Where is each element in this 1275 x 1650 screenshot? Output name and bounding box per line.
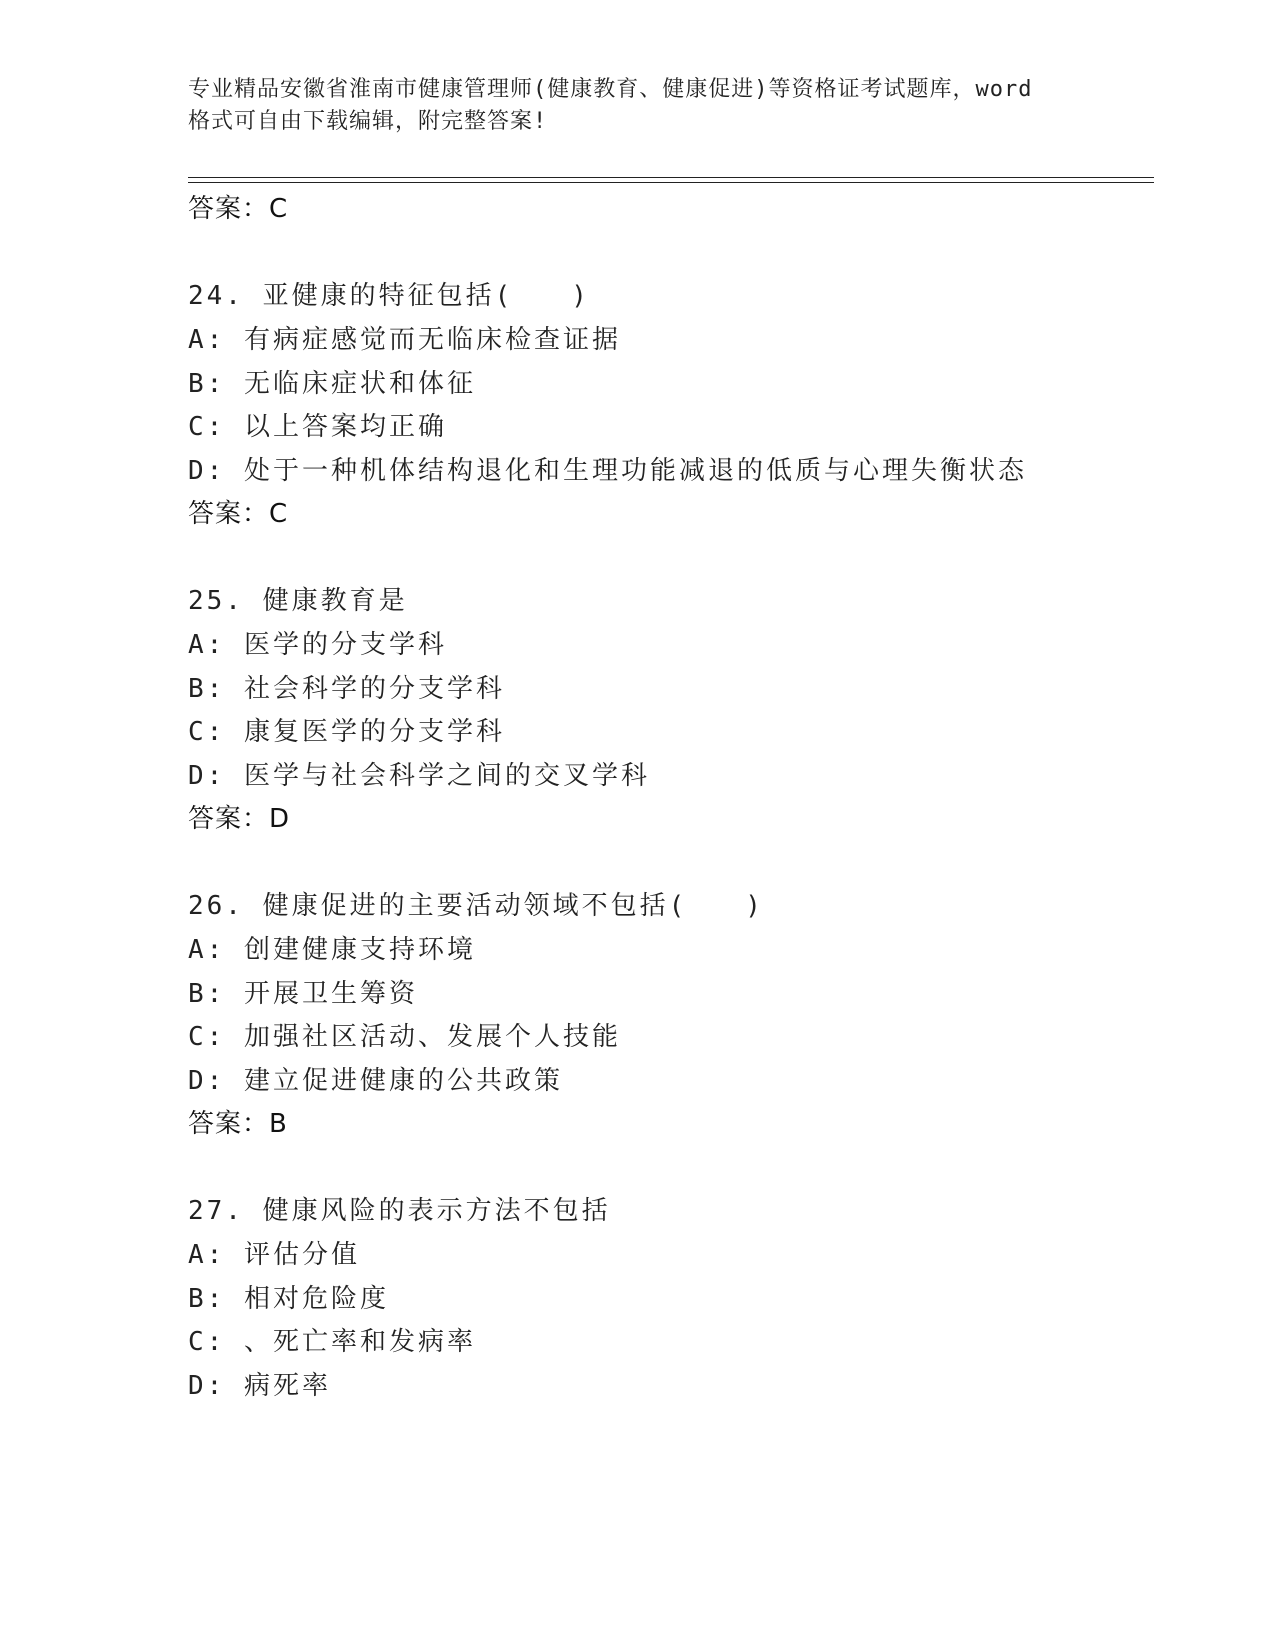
header-divider-top [188,177,1154,178]
option-b: B: 开展卫生筹资 [188,979,418,1009]
document-header [188,74,1088,138]
option-c: C: 康复医学的分支学科 [188,717,505,747]
question-stem: 27. 健康风险的表示方法不包括 [188,1196,611,1226]
option-b: B: 社会科学的分支学科 [188,674,505,704]
answer-line: 答案：C [188,194,289,224]
question-stem: 25. 健康教育是 [188,586,408,616]
option-d: D: 病死率 [188,1371,331,1401]
option-c: C: 加强社区活动、发展个人技能 [188,1022,621,1052]
answer-line: 答案：C [188,499,289,529]
header-line-2: 格式可自由下载编辑，附完整答案! [188,109,548,134]
option-d: D: 建立促进健康的公共政策 [188,1066,563,1096]
option-b: B: 相对危险度 [188,1284,389,1314]
option-a: A: 创建健康支持环境 [188,935,476,965]
question-stem: 24. 亚健康的特征包括( ) [188,281,590,311]
option-a: A: 有病症感觉而无临床检查证据 [188,325,621,355]
option-b: B: 无临床症状和体征 [188,369,476,399]
answer-line: 答案：B [188,1109,288,1139]
option-d: D: 处于一种机体结构退化和生理功能减退的低质与心理失衡状态 [188,456,1027,486]
option-a: A: 医学的分支学科 [188,630,447,660]
header-divider-bottom [188,182,1154,183]
option-c: C: 、死亡率和发病率 [188,1327,476,1357]
option-d: D: 医学与社会科学之间的交叉学科 [188,761,650,791]
header-line-1: 专业精品安徽省淮南市健康管理师(健康教育、健康促进)等资格证考试题库，word [188,77,1033,102]
option-a: A: 评估分值 [188,1240,360,1270]
answer-line: 答案：D [188,804,291,834]
option-c: C: 以上答案均正确 [188,412,447,442]
question-stem: 26. 健康促进的主要活动领域不包括( ) [188,891,764,921]
